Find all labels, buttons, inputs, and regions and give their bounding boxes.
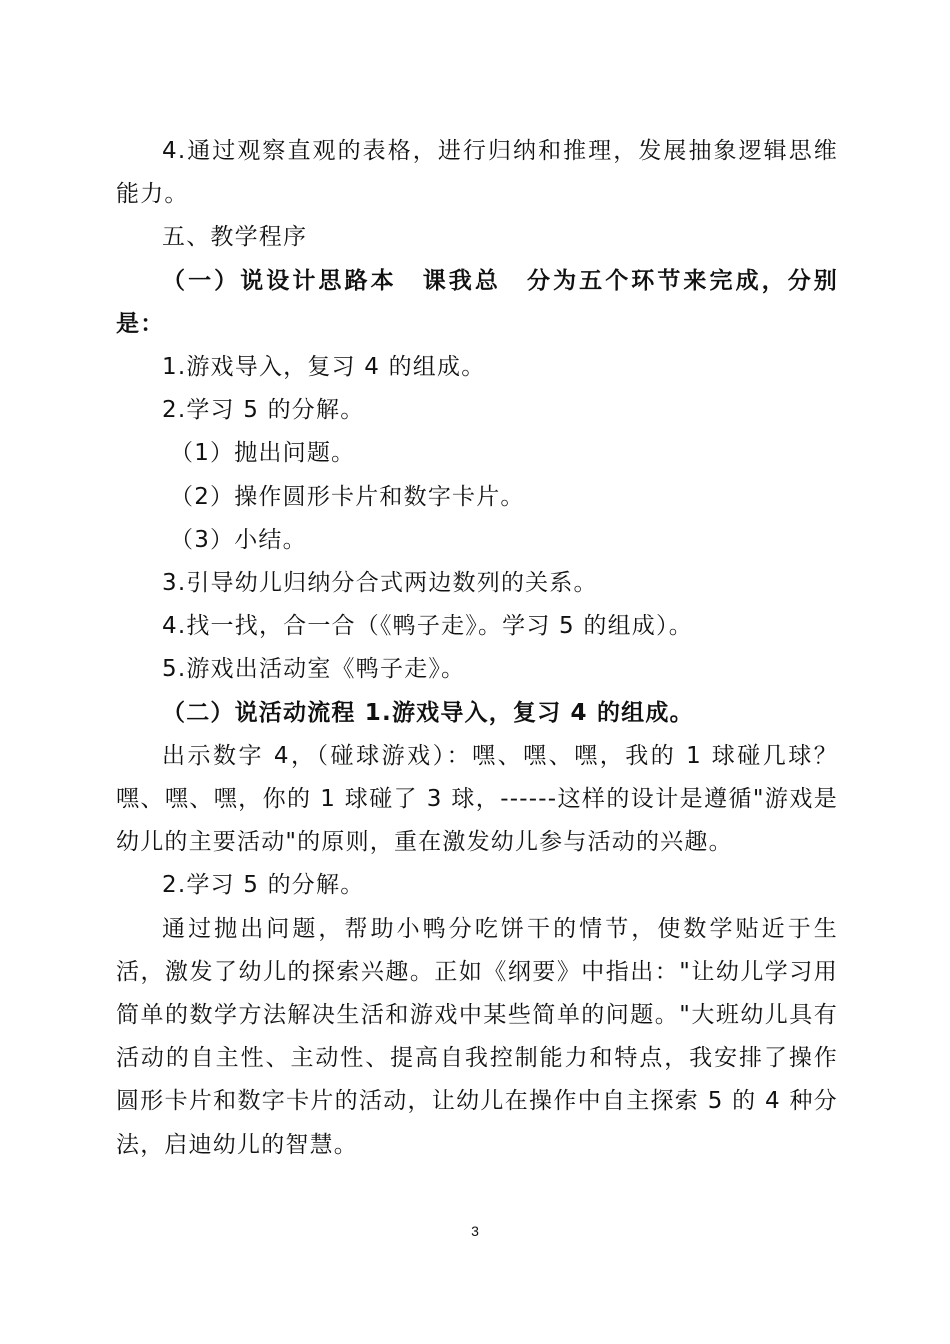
list-item-step-2: 2.学习 5 的分解。 [162, 397, 365, 424]
list-item-step-3: 3.引导幼儿归纳分合式两边数列的关系。 [162, 570, 598, 597]
paragraph-objective-4: 4.通过观察直观的表格，进行归纳和推理，发展抽象逻辑思维能力。 [116, 138, 838, 208]
list-subitem-2-1: （1）抛出问题。 [170, 440, 356, 467]
paragraph-learn-5-body: 通过抛出问题，帮助小鸭分吃饼干的情节，使数学贴近于生活，激发了幼儿的探索兴趣。正如《纲要》中指出："让幼儿学习用简单的数学方法解决生活和游戏中某些简单的问题。"大班幼儿具有活动的自主性、主动性、提高自我控制能力和特点，我安排了操作圆形卡片和数字卡片的活动，让幼儿在操作中自主探索 5 的 4 种分法，启迪幼儿的智慧。 [116, 915, 838, 1158]
document-body [116, 130, 838, 1167]
heading-design-idea: （一）说设计思路本 课我总 分为五个环节来完成，分别是： [116, 267, 838, 337]
list-item-step-4: 4.找一找，合一合（《鸭子走》。学习 5 的组成）。 [162, 613, 693, 640]
page-number: 3 [471, 1223, 479, 1239]
heading-teaching-procedure: 五、教学程序 [162, 224, 308, 251]
heading-activity-flow: （二）说活动流程 1.游戏导入，复习 4 的组成。 [162, 699, 694, 726]
list-subitem-2-2: （2）操作圆形卡片和数字卡片。 [170, 483, 525, 510]
list-item-step-5: 5.游戏出活动室《鸭子走》。 [162, 656, 466, 683]
paragraph-learn-5-heading: 2.学习 5 的分解。 [162, 872, 365, 899]
list-subitem-2-3: （3）小结。 [170, 526, 307, 553]
list-item-step-1: 1.游戏导入，复习 4 的组成。 [162, 354, 486, 381]
paragraph-game-intro: 出示数字 4，（碰球游戏）：嘿、嘿、嘿，我的 1 球碰几球？嘿、嘿、嘿，你的 1 球碰了 3 球，------这样的设计是遵循"游戏是幼儿的主要活动"的原则，重在激发幼儿参与活动的兴趣。 [116, 742, 838, 856]
